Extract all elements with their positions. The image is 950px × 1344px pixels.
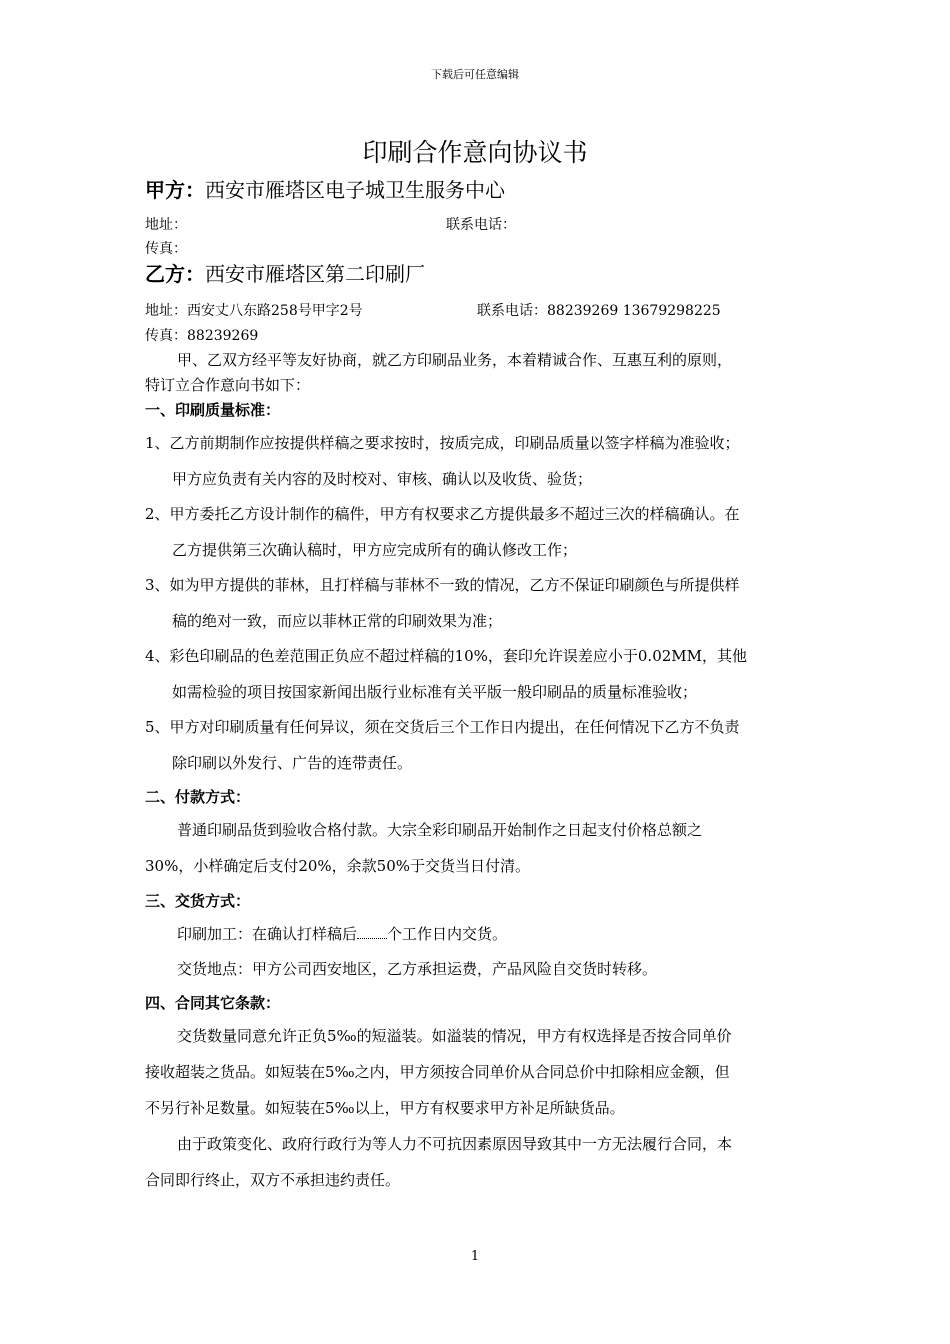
section-4-line: 交货数量同意允许正负5‰的短溢装。如溢装的情况，甲方有权选择是否按合同单价 [177,1027,732,1045]
party-b-name: 西安市雁塔区第二印刷厂 [205,262,425,286]
section-3-line-1 [177,923,507,944]
delivery-days-blank[interactable] [357,926,387,939]
party-a-line [145,174,505,203]
section-1-line: 除印刷以外发行、广告的连带责任。 [172,754,413,772]
party-a-label: 甲方： [145,178,205,202]
section-2-line-2: 30%，小样确定后支付20%，余款50%于交货当日付清。 [145,857,531,875]
section-1-line: 3、如为甲方提供的菲林，且打样稿与菲林不一致的情况，乙方不保证印刷颜色与所提供样 [145,576,740,594]
page-number: 1 [470,1249,480,1264]
section-1-heading: 一、印刷质量标准： [145,401,281,419]
party-a-fax-label: 传真： [145,241,187,257]
section-2-heading: 二、付款方式： [145,788,251,806]
section-1-line: 甲方应负责有关内容的及时校对、审核、确认以及收货、验货； [172,470,593,488]
intro-line-2: 特订立合作意向书如下： [145,376,311,394]
section-1-line: 1、乙方前期制作应按提供样稿之要求按时，按质完成，印刷品质量以签字样稿为准验收； [145,434,740,452]
party-b-label: 乙方： [145,262,205,286]
document-title: 印刷合作意向协议书 [362,138,588,167]
section-1-line: 如需检验的项目按国家新闻出版行业标准有关平版一般印刷品的质量标准验收； [172,683,698,701]
section-4-line: 合同即行终止，双方不承担违约责任。 [145,1171,401,1189]
section-3-heading: 三、交货方式： [145,892,251,910]
party-b-phone: 联系电话：88239269 13679298225 [477,303,721,319]
section-4-line: 不另行补足数量。如短装在5‰以上，甲方有权要求甲方补足所缺货品。 [145,1099,625,1117]
party-b-line [145,258,425,287]
intro-line-1: 甲、乙双方经平等友好协商，就乙方印刷品业务，本着精诚合作、互惠互利的原则， [177,351,733,369]
section-1-line: 2、甲方委托乙方设计制作的稿件，甲方有权要求乙方提供最多不超过三次的样稿确认。在 [145,505,740,523]
section-1-line: 5、甲方对印刷质量有任何异议，须在交货后三个工作日内提出，在任何情况下乙方不负责 [145,718,740,736]
section-1-line: 4、彩色印刷品的色差范围正负应不超过样稿的10%，套印允许误差应小于0.02MM，其他 [145,647,748,665]
header-note: 下载后可任意编辑 [431,68,519,81]
section-4-line: 由于政策变化、政府行政行为等人力不可抗因素原因导致其中一方无法履行合同，本 [177,1135,733,1153]
section-4-heading: 四、合同其它条款： [145,994,281,1012]
party-a-phone-label: 联系电话： [446,217,516,233]
section-2-line-1: 普通印刷品货到验收合格付款。大宗全彩印刷品开始制作之日起支付价格总额之 [177,821,703,839]
section-1-line: 稿的绝对一致，而应以菲林正常的印刷效果为准； [172,612,503,630]
party-b-address: 地址：西安丈八东路258号甲字2号 [145,303,363,319]
section-1-line: 乙方提供第三次确认稿时，甲方应完成所有的确认修改工作； [172,541,578,559]
party-a-name: 西安市雁塔区电子城卫生服务中心 [205,178,505,202]
delivery-days-prefix: 印刷加工：在确认打样稿后 [177,925,358,943]
delivery-days-suffix: 个工作日内交货。 [387,925,508,943]
section-3-line-2: 交货地点：甲方公司西安地区，乙方承担运费，产品风险自交货时转移。 [177,960,658,978]
party-a-address-label: 地址： [145,217,187,233]
party-b-fax: 传真：88239269 [145,328,259,344]
section-4-line: 接收超装之货品。如短装在5‰之内，甲方须按合同单价从合同总价中扣除相应金额，但 [145,1063,730,1081]
